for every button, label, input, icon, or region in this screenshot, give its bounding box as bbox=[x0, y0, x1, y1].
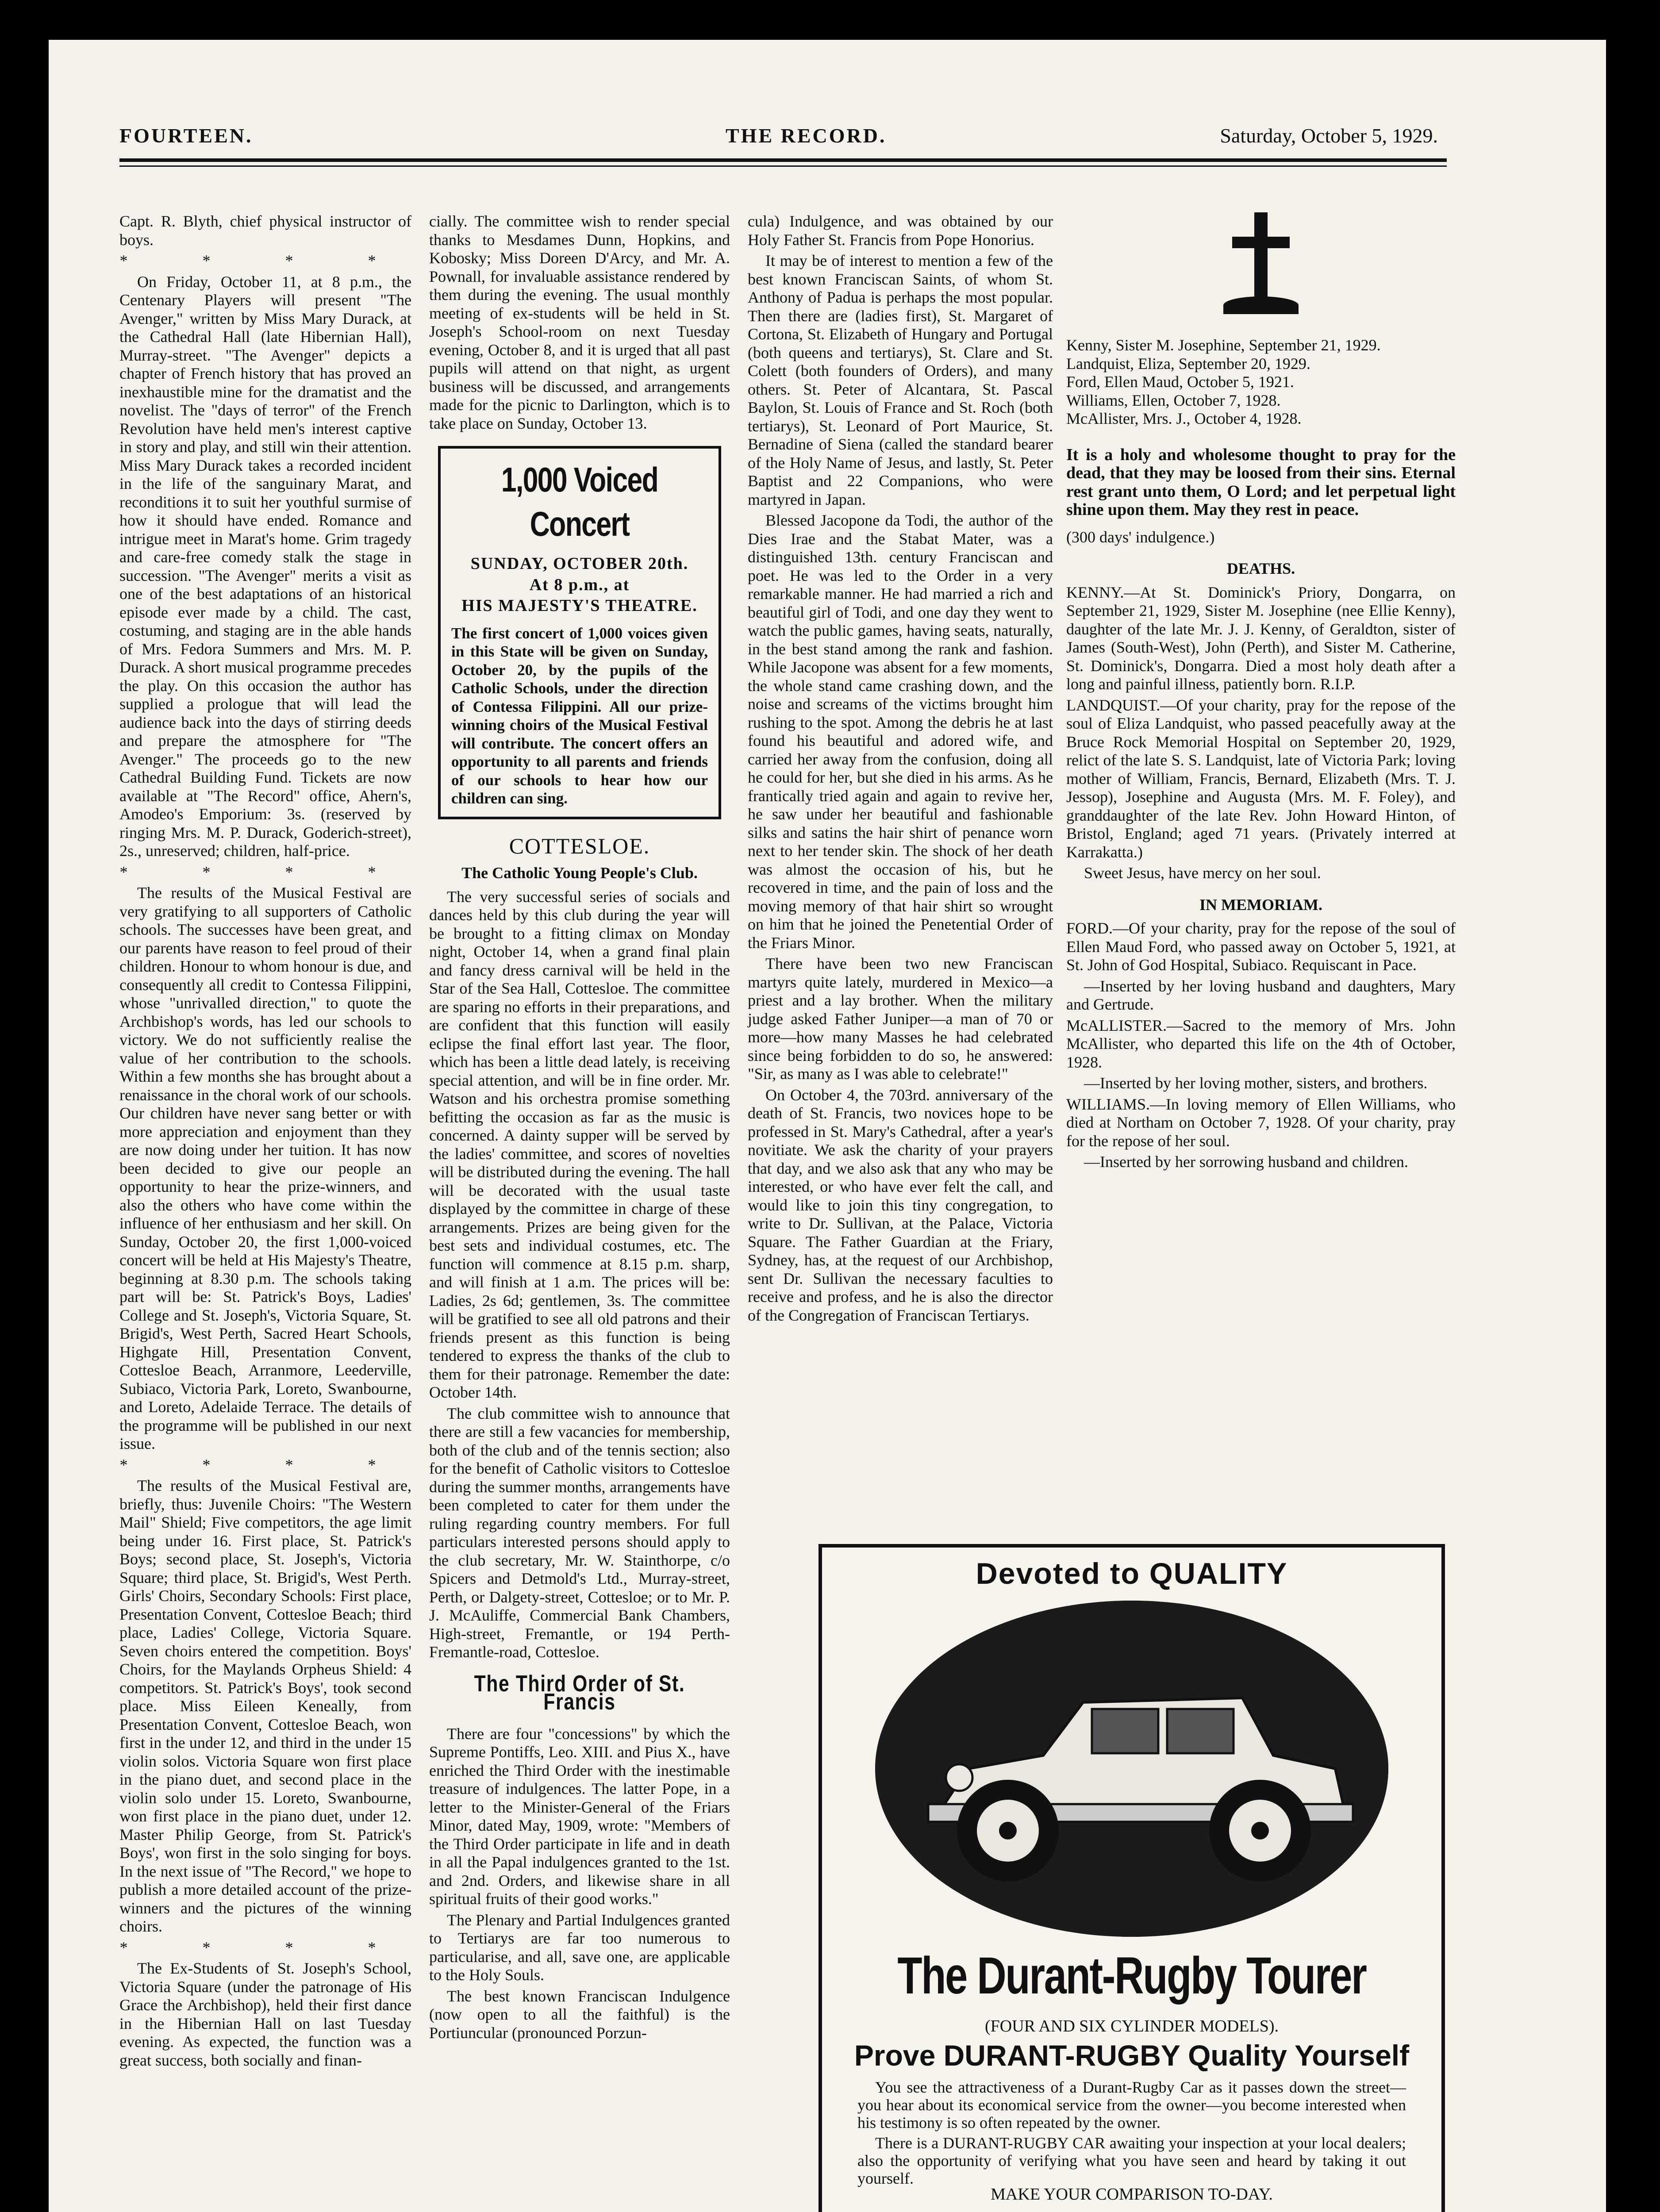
cross-icon bbox=[1223, 212, 1299, 327]
indulgence-note: (300 days' indulgence.) bbox=[1066, 528, 1215, 546]
martyrs-article: There have been two new Franciscan martyrs quite lately, murdered in Mexico—a priest and a lay brother. When the military judge asked Father Juniper—a man of 70 or more—how many Masses he had celebrated since being forbidden to do so, he answered: "Sir, as many as I was able to celebrate!" bbox=[748, 955, 1053, 1083]
ad-body-2: There is a DURANT-RUGBY CAR awaiting your inspection at your local dealers; also the opportunity of verifying what you have seen and heard by taking it out yourself. bbox=[857, 2134, 1406, 2187]
deceased-entry: Ford, Ellen Maud, October 5, 1921. bbox=[1066, 373, 1294, 391]
ad-headline: Devoted to QUALITY bbox=[976, 1557, 1288, 1590]
ad-models: (FOUR AND SIX CYLINDER MODELS). bbox=[985, 2017, 1279, 2035]
ex-students-article: The Ex-Students of St. Joseph's School, Victoria Square (under the patronage of His Grace the Archbishop), held their first dance in the Hibernian Hall on last Tuesday evening. As expected, the function was a great success, both socially and finan- bbox=[119, 1959, 411, 2069]
divider-stars: * * * * bbox=[119, 1938, 411, 1956]
cottesloe-heading: COTTESLOE. bbox=[509, 833, 650, 858]
memoriam-heading: IN MEMORIAM. bbox=[1199, 895, 1322, 914]
franciscan-saints: It may be of interest to mention a few of the best known Franciscan Saints, of whom St. Anthony of Padua is perhaps the most popular. Then there are (ladies first), St. Margaret of Cortona, St. Elizabeth of Hungary and Portugal (both queens and tertiarys), St. Clare and St. Colett (both founders of Orders), and many others. St. Peter of Alcantara, St. Pascal Baylon, St. Louis of France and St. Roch (both tertiarys), St. Leonard of Port Maurice, St. Bernadine of Siena (called the standard bearer of the Holy Name of Jesus, and lastly, St. Peter Baptist and 22 Companions, who were martyred in Japan. bbox=[748, 252, 1053, 508]
issue-date: Saturday, October 5, 1929. bbox=[1220, 124, 1438, 147]
death-notice-kenny: KENNY.—At St. Dominick's Priory, Dongarra, on September 21, 1929, Sister M. Josephine (nee Ellie Kenny), daughter of the late Mr. J. J. Kenny, of Geraldton, sister of James (South-West), John (Perth), and Sister M. Catherine, St. Dominick's, Dongarra. Died a most holy death after a long and painful illness, patiently born. R.I.P. bbox=[1066, 583, 1456, 693]
deceased-entry: Williams, Ellen, October 7, 1928. bbox=[1066, 391, 1281, 409]
column-3 bbox=[748, 212, 1053, 1327]
masthead bbox=[119, 124, 1438, 155]
memoriam-ford-insert: —Inserted by her loving husband and daughters, Mary and Gertrude. bbox=[1066, 977, 1456, 1013]
ad-body-1: You see the attractiveness of a Durant-Rugby Car as it passes down the street—you hear about its economical service from the owner—you become interested when his testimony is so often repeated by the owner. bbox=[857, 2078, 1406, 2131]
column-2 bbox=[429, 212, 730, 2045]
death-notice-landquist: LANDQUIST.—Of your charity, pray for the repose of the soul of Eliza Landquist, who passed peacefully away at the Bruce Rock Memorial Hospital on September 20, 1929, relict of the late S. S. Landquist, late of Victoria Park; loving mother of William, Francis, Bernard, Elizabeth (Mrs. T. J. Jessop), Josephine and Augusta (Mrs. M. F. Foley), and granddaughter of the late Rev. John Howard Hinton, of Bristol, England; aged 71 years. (Privately interred at Karrakatta.) bbox=[1066, 696, 1456, 861]
deaths-heading: DEATHS. bbox=[1226, 560, 1295, 577]
car-illustration bbox=[875, 1601, 1388, 1937]
third-order-p3: The best known Franciscan Indulgence (now open to all the faithful) is the Portiuncular (pronounced Porzun- bbox=[429, 1987, 730, 2042]
festival-article: The results of the Musical Festival are very gratifying to all supporters of Catholic schools. The successes have been great, and our parents have reason to feel proud of their children. Honour to whom honour is due, and consequently all credit to Contessa Filippini, whose "unrivalled direction," to quote the Archbishop's words, has led our schools to victory. We do not sufficiently realise the value of her contribution to the schools. Within a few months she has brought about a renaissance in the choral work of our schools. Our children have never sang better or with more appreciation and enjoyment than they are now doing under her tuition. It has now been decided to give our people an opportunity to hear the prize-winners, and also the others who have come within the influence of her enthusiasm and her skill. On Sunday, October 20, the first 1,000-voiced concert will be held at His Majesty's Theatre, beginning at 8.30 p.m. The schools taking part will be: St. Patrick's Boys, Ladies' College and St. Joseph's, Victoria Square, St. Brigid's, West Perth, Sacred Heart Schools, Highgate Hill, Presentation Convent, Cottesloe Beach, Arranmore, Leederville, Subiaco, Victoria Park, Loreto, Swanbourne, and Loreto, Adelaide Terrace. The details of the programme will be published in our next issue. bbox=[119, 884, 411, 1452]
page-number: FOURTEEN. bbox=[119, 124, 253, 147]
memoriam-ford: FORD.—Of your charity, pray for the repose of the soul of Ellen Maud Ford, who passed away on October 5, 1921, at St. John of God Hospital, Subiaco. Requiscant in Pace. bbox=[1066, 919, 1456, 974]
paper-title: THE RECORD. bbox=[726, 124, 887, 147]
third-order-p1: There are four "concessions" by which the Supreme Pontiffs, Leo. XIII. and Pius X., have enriched the Third Order with the inestimable treasure of indulgences. The latter Pope, in a letter to the Minister-General of the Friars Minor, dated May, 1909, wrote: "Members of the Third Order participate in life and in death in all the Papal indulgences granted to the 1st. and 2nd. Orders, and likewise share in all spiritual fruits of their good works." bbox=[429, 1724, 730, 1908]
deceased-list bbox=[1066, 336, 1456, 428]
memoriam-mcallister: McALLISTER.—Sacred to the memory of Mrs. John McAllister, who departed this life on the 4th of October, 1928. bbox=[1066, 1016, 1456, 1071]
deceased-entry: Landquist, Eliza, September 20, 1929. bbox=[1066, 354, 1310, 373]
third-order-heading: The Third Order of St. Francis bbox=[474, 1671, 685, 1715]
col1-p0: Capt. R. Blyth, chief physical instructor of boys. bbox=[119, 212, 411, 249]
third-order-p2: The Plenary and Partial Indulgences granted to Tertiarys are far too numerous to particularise, and all, save one, are applicable to the Holy Souls. bbox=[429, 1911, 730, 1984]
divider-stars: * * * * bbox=[119, 863, 411, 881]
concert-body: The first concert of 1,000 voices given in this State will be given on Sunday, October 20, by the pupils of the Catholic Schools, under the direction of Contessa Filippini. All our prize-winning choirs of the Musical Festival will contribute. The concert offers an opportunity to all parents and friends of our schools to hear how our children can sing. bbox=[451, 624, 708, 807]
col2-p0: cially. The committee wish to render special thanks to Mesdames Dunn, Hopkins, and Kobosky; Miss Doreen D'Arcy, and Mr. A. Pownall, for invaluable assistance rendered by them during the evening. The usual monthly meeting of ex-students will be held in St. Joseph's School-room on next Tuesday evening, October 8, and it is urged that all past pupils will attend on that night, as urgent business will be discussed, and arrangements made for the picnic to Darlington, which is to take place on Sunday, October 13. bbox=[429, 212, 730, 432]
ad-body bbox=[857, 2078, 1406, 2190]
club-membership: The club committee wish to announce that there are still a few vacancies for membership, both of the club and of the tennis section; also for the benefit of Catholic visitors to Cottesloe during the summer months, arrangements have been completed to cater for them under the ruling regarding country members. For full particulars interested persons should apply to the club secretary, Mr. W. Stainthorpe, c/o Spicers and Detmold's Ltd., Murray-street, Perth, or Dalgety-street, Cottesloe; or to Mr. P. J. McAuliffe, Commercial Bank Chambers, High-street, Fremantle, or 194 Perth-Fremantle-road, Cottesloe. bbox=[429, 1404, 730, 1661]
memoriam-williams-insert: —Inserted by her sorrowing husband and children. bbox=[1084, 1153, 1408, 1171]
anniversary-article: On October 4, the 703rd. anniversary of the death of St. Francis, two novices hope to be professed in St. Mary's Cathedral, after a year's novitiate. We ask the charity of your prayers that day, and we also ask that any who may be interested, or who have ever felt the call, and would like to join this tiny congregation, to write to Dr. Sullivan, at the Palace, Victoria Square. The Father Guardian at the Friary, Sydney, has, at the request of our Archbishop, sent Dr. Sullivan the necessary faculties to receive and profess, and he is also the director of the Congregation of Franciscan Tertiarys. bbox=[748, 1086, 1053, 1324]
column-4 bbox=[1066, 208, 1456, 1174]
deceased-entry: McAllister, Mrs. J., October 4, 1928. bbox=[1066, 410, 1302, 427]
memoriam-williams: WILLIAMS.—In loving memory of Ellen Williams, who died at Northam on October 7, 1928. Of your charity, pray for the repose of her soul. bbox=[1066, 1095, 1456, 1150]
divider-stars: * * * * bbox=[119, 252, 411, 269]
prayer-text: It is a holy and wholesome thought to pray for the dead, that they may be loosed from their sins. Eternal rest grant unto them, O Lord; and let perpetual light shine upon them. May they rest in peace. bbox=[1066, 445, 1456, 519]
concert-venue: HIS MAJESTY'S THEATRE. bbox=[461, 596, 698, 615]
memoriam-mcallister-insert: —Inserted by her loving mother, sisters, and brothers. bbox=[1084, 1074, 1428, 1092]
concert-notice-box bbox=[438, 446, 721, 819]
ad-model-name: The Durant-Rugby Tourer bbox=[897, 1947, 1366, 2005]
concert-time: At 8 p.m., at bbox=[529, 575, 630, 594]
car-icon bbox=[875, 1601, 1388, 1937]
ad-cta: MAKE YOUR COMPARISON TO-DAY. bbox=[991, 2185, 1273, 2204]
club-article: The very successful series of socials and dances held by this club during the year will be brought to a fitting climax on Monday night, October 14, when a grand final plain and fancy dress carnival will be held in the Star of the Sea Hall, Cottesloe. The committee are sparing no efforts in their preparations, and are confident that this function will easily eclipse the final effort last year. The floor, which has been a little dead lately, is receiving special attention, and will be in fine order. Mr. Watson and his orchestra promise something befitting the occasion as far as the music is concerned. A dainty supper will be served by the ladies' committee, and scores of novelties will be distributed during the evening. The hall will be decorated with the usual taste displayed by the committee in charge of these arrangements. Prizes are being given for the best sets and individual costumes, etc. The function will commence at 8.15 p.m. sharp, and will finish at 1 a.m. The prices will be: Ladies, 2s 6d; gentlemen, 3s. The committee will be gratified to see all old patrons and their friends present as this function is being tendered to express the thanks of the club to them for their patronage. Remember the date: October 14th. bbox=[429, 887, 730, 1401]
death-notice-prayer: Sweet Jesus, have mercy on her soul. bbox=[1084, 864, 1321, 882]
ad-prove: Prove DURANT-RUGBY Quality Yourself bbox=[854, 2039, 1410, 2072]
jacopone-article: Blessed Jacopone da Todi, the author of the Dies Irae and the Stabat Mater, was a distinguished 13th. century Franciscan and poet. He was led to the Order in a very remarkable manner. He had married a rich and beautiful girl of Todi, and one day they went to watch the public games, having seats, naturally, in the best stand among the rank and fashion. While Jacopone was absent for a few moments, the whole stand came crashing down, and the noise and screams of the victims brought him rushing to the spot. Among the debris he at last found his beautiful and adored wife, and carried her away from the confusion, doing all he could for her, but she died in his arms. As he frantically tried again and again to revive her, he saw under her beautiful and fashionable silks and satins the hair shirt of penance worn next to her tender skin. The shock of her death was almost the occasion of his, but he recovered in time, and the pain of loss and the moving memory of that hair shirt so wrought on him that he joined the Penetential Order of the Friars Minor. bbox=[748, 511, 1053, 952]
col3-p0: cula) Indulgence, and was obtained by our Holy Father St. Francis from Pope Honorius. bbox=[748, 212, 1053, 249]
concert-title: 1,000 Voiced Concert bbox=[501, 460, 658, 543]
column-1 bbox=[119, 212, 411, 2072]
masthead-rule-thick bbox=[119, 158, 1447, 162]
avenger-article: On Friday, October 11, at 8 p.m., the Centenary Players will present "The Avenger," written by Miss Mary Durack, at the Cathedral Hall (late Hibernian Hall), Murray-street. "The Avenger" depicts a chapter of French history that has proved an inexhaustible mine for the dramatist and the novelist. The "days of terror" of the French Revolution have held men's interest captive in story and play, and still win their attention. Miss Mary Durack takes a recorded incident in the life of the sanguinary Marat, and reconditions it to suit her youthful surmise of how it should have ended. Romance and intrigue meet in Marat's home. Grim tragedy and care-free comedy stalk the stage in succession. "The Avenger" merits a visit as one of the best adaptations of an historical episode ever made by a child. The cast, costuming, and staging are in the able hands of Mrs. Fedora Summers and Mrs. M. P. Durack. A short musical programme precedes the play. On this occasion the author has supplied a prologue that will lead the audience back into the days of stirring deeds and prepare the atmosphere for "The Avenger." The proceeds go to the new Cathedral Building Fund. Tickets are now available at "The Record" office, Ahern's, Amodeo's Emporium: 3s. (reserved by ringing Mrs. M. P. Durack, Goderich-street), 2s., unreserved; children, half-price. bbox=[119, 273, 411, 860]
divider-stars: * * * * bbox=[119, 1455, 411, 1474]
newspaper-page bbox=[49, 40, 1606, 2212]
durant-rugby-advertisement bbox=[818, 1544, 1445, 2212]
masthead-rule-thin bbox=[119, 165, 1447, 167]
concert-date: SUNDAY, OCTOBER 20th. bbox=[470, 554, 689, 573]
club-heading: The Catholic Young People's Club. bbox=[461, 864, 698, 882]
deceased-entry: Kenny, Sister M. Josephine, September 21, 1929. bbox=[1066, 336, 1381, 354]
festival-results: The results of the Musical Festival are, briefly, thus: Juvenile Choirs: "The Western Mail" Shield; Five competitors, the age limit being under 16. First place, St. Patrick's Boys; second place, St. Joseph's, Victoria Square; third place, St. Brigid's, West Perth. Girls' Choirs, Secondary Schools: First place, Presentation Convent, Cottesloe Beach; third place, Ladies' College, Victoria Square. Seven choirs entered the competition. Boys' Choirs, for the Maylands Orpheus Shield: 4 competitors. St. Patrick's Boys', took second place. Miss Eileen Keneally, from Presentation Convent, Cottesloe Beach, won first in the under 12, and third in the under 15 violin solos. Victoria Square won first place in the piano duet, and second place in the violin solo under 15. Loreto, Swanbourne, won first place in the piano duet, under 12. Master Philip George, from St. Patrick's Boys', won first in the solo singing for boys. In the next issue of "The Record," we hope to publish a more detailed account of the prize-winners and the pictures of the winning choirs. bbox=[119, 1477, 411, 1935]
